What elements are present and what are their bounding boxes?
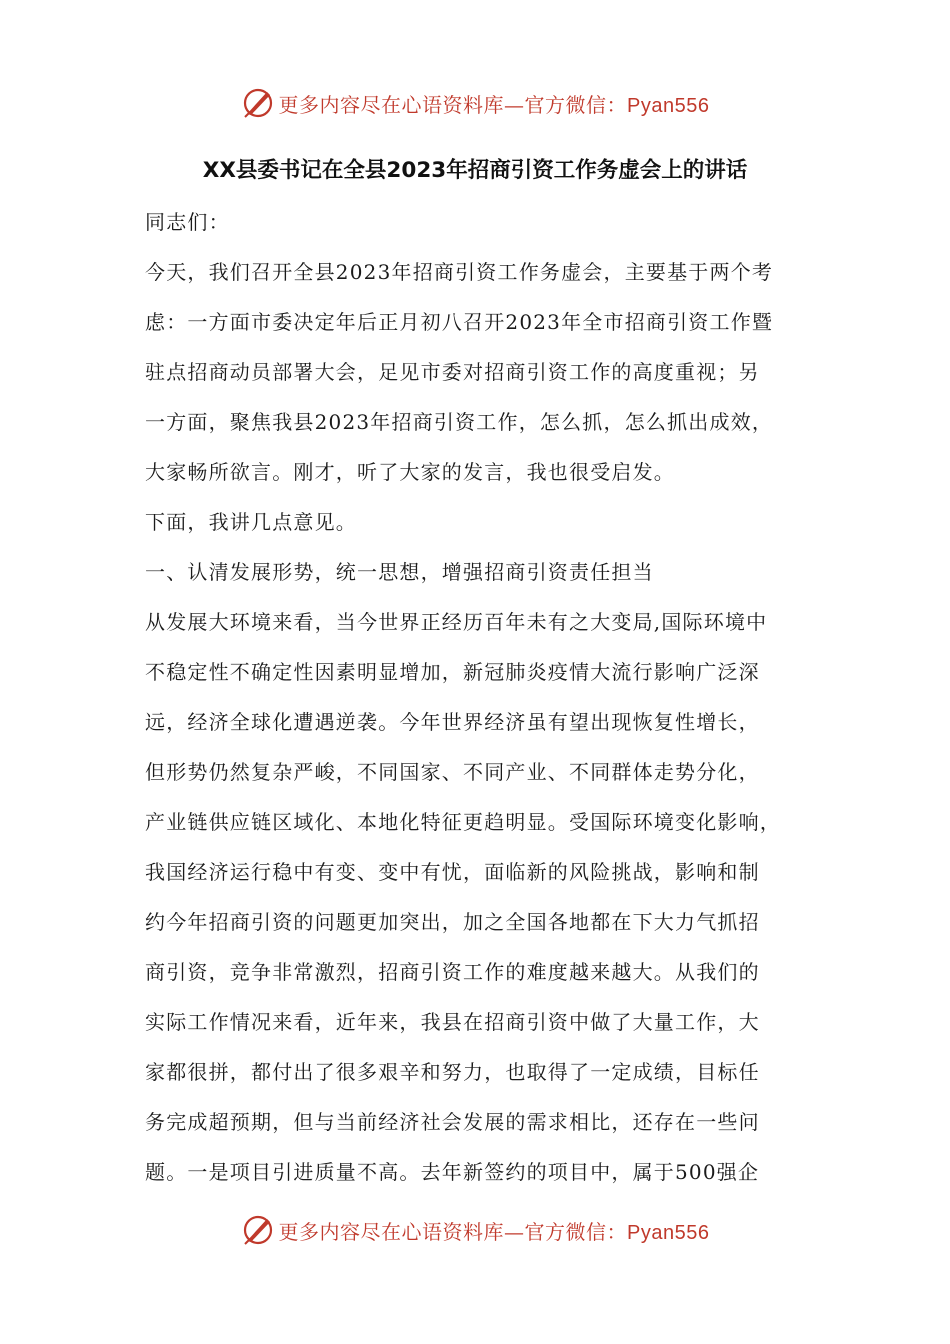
watermark-footer: [0, 1210, 950, 1250]
document-title: XX县委书记在全县2023年招商引资工作务虚会上的讲话: [202, 158, 748, 183]
text-line: 远，经济全球化遭遇逆袭。今年世界经济虽有望出现恢复性增长，: [145, 710, 760, 734]
text-line: 下面，我讲几点意见。: [145, 510, 357, 534]
watermark-text: 更多内容尽在心语资料库—官方微信：Pyan556: [278, 92, 710, 117]
section-heading: 一、认清发展形势，统一思想，增强招商引资责任担当: [145, 560, 654, 584]
watermark-text: 更多内容尽在心语资料库—官方微信：Pyan556: [278, 1219, 710, 1244]
text-line: 产业链供应链区域化、本地化特征更趋明显。受国际环境变化影响，: [145, 810, 781, 834]
text-line: 大家畅所欲言。刚才，听了大家的发言，我也很受启发。: [145, 460, 675, 484]
text-line: 但形势仍然复杂严峻，不同国家、不同产业、不同群体走势分化，: [145, 760, 760, 784]
watermark-header: [0, 83, 950, 123]
document-body: [145, 197, 815, 1197]
text-line: 实际工作情况来看，近年来，我县在招商引资中做了大量工作，大: [145, 1010, 760, 1034]
text-line: 一方面，聚焦我县2023年招商引资工作，怎么抓，怎么抓出成效，: [145, 410, 774, 434]
text-line: 从发展大环境来看，当今世界正经历百年未有之大变局,国际环境中: [145, 610, 768, 634]
text-line: 约今年招商引资的问题更加突出，加之全国各地都在下大力气抓招: [145, 910, 760, 934]
text-line: 我国经济运行稳中有变、变中有忧，面临新的风险挑战，影响和制: [145, 860, 760, 884]
text-line: 务完成超预期，但与当前经济社会发展的需求相比，还存在一些问: [145, 1110, 760, 1134]
text-line: 不稳定性不确定性因素明显增加，新冠肺炎疫情大流行影响广泛深: [145, 660, 760, 684]
text-line: 商引资，竞争非常激烈，招商引资工作的难度越来越大。从我们的: [145, 960, 760, 984]
text-line: 今天，我们召开全县2023年招商引资工作务虚会，主要基于两个考: [145, 260, 774, 284]
text-line: 虑：一方面市委决定年后正月初八召开2023年全市招商引资工作暨: [145, 310, 774, 334]
salutation: 同志们：: [145, 210, 230, 234]
text-line: 驻点招商动员部署大会，足见市委对招商引资工作的高度重视；另: [145, 360, 760, 384]
quill-pen-circle-icon: [241, 86, 275, 120]
text-line: 题。一是项目引进质量不高。去年新签约的项目中，属于500强企: [145, 1160, 760, 1184]
quill-pen-circle-icon: [241, 1213, 275, 1247]
text-line: 家都很拼，都付出了很多艰辛和努力，也取得了一定成绩，目标任: [145, 1060, 760, 1084]
